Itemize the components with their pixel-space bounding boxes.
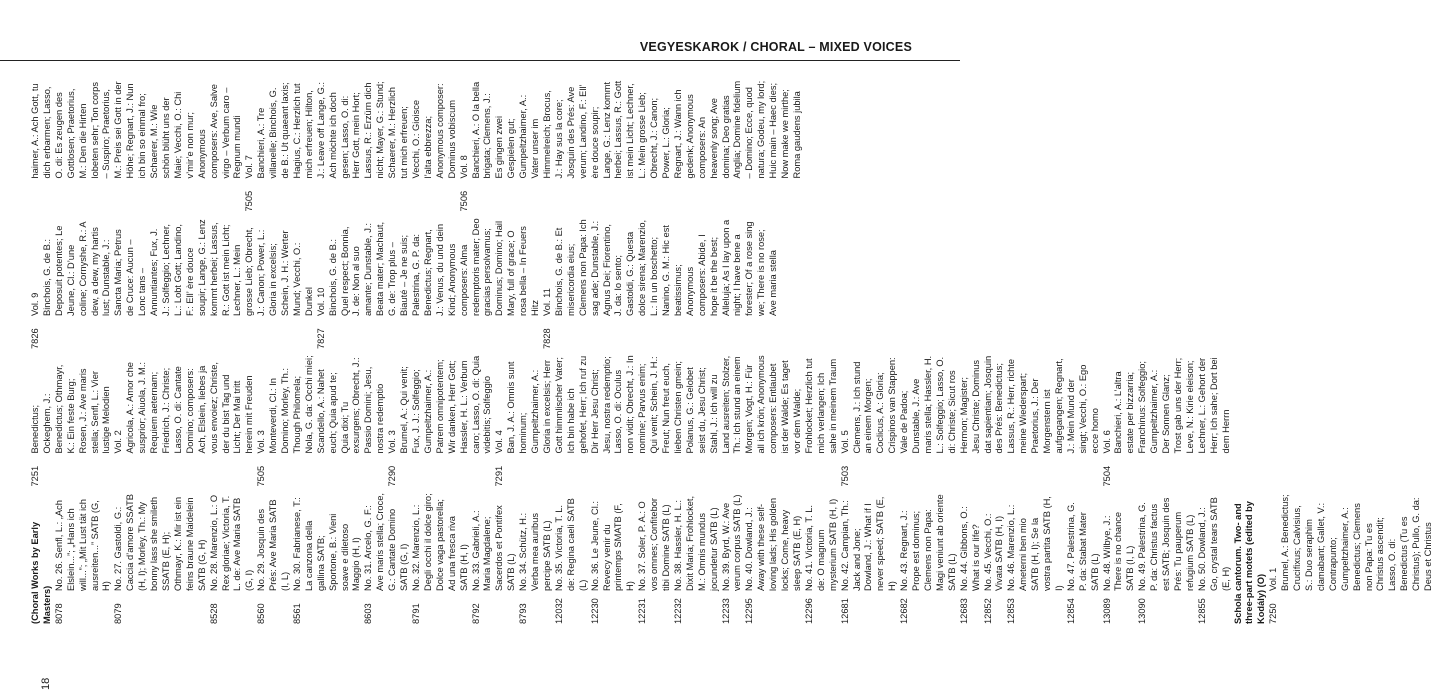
catalogue-number: 7290 xyxy=(387,465,398,487)
catalogue-entry xyxy=(30,80,244,212)
catalogue-number: 12682 xyxy=(899,598,910,624)
catalogue-number: 12233 xyxy=(720,598,731,624)
entry-description: Vol. 1 xyxy=(1268,567,1279,591)
entry-description: Benedictus; Ockeghem, J.: Benedictus; Othmayr, K.: Ein feste Burg; Rosen, J.: Ave maris stella; Senfl, L.: Vier lustige Melodien xyxy=(30,364,112,454)
catalogue-number: 7505 xyxy=(256,465,267,487)
catalogue-entry xyxy=(590,493,638,625)
catalogue-number: 7251 xyxy=(30,465,40,487)
entry-description: No. 35. Victoria, T. L. de: Regina caeli SATB (L) xyxy=(553,498,588,591)
catalogue-column xyxy=(30,349,1231,487)
catalogue-number: 12032 xyxy=(553,598,564,624)
catalogue-entry xyxy=(554,493,590,625)
catalogue-entry xyxy=(494,355,506,487)
entry-description: No. 49. Palestrina, G. P. da: Christus factus est SATB; Josquin des Prés: Tu pauperum refugium SATB (L) xyxy=(1137,497,1195,591)
catalogue-number: 8078 xyxy=(53,603,64,624)
entry-description: Vol. 7 xyxy=(244,155,255,179)
entry-description: Banchieri, A.: O la bella brigata; Clemens, J.: Es gingen zwei Gespielen gut; Gumpeltzhaimer, A.: Vater unser im Himmelreich; Brocus, J.: Hay sus la core; Josquin des Prés: Ave verum; Landino, F.: Ell’ ère douce soupir; Lange, G.: Lenz kommt herbei; Lassus, R.: Gott ist mein Licht; Lechner, L.: Mein grosse Lieb; Obrecht, J.: Canon; Power, L.: Gloria; Regnart, J.: Wann ich gedenk; Anonymous composers: An heavenly song; Ave domina; Deo gratias Anglia; Domine fidelium – Domino; Ecce, quod natura; Godeu, my lord; Huic main – Haec dies; Now make we mirthe; Roma gaudens jubila xyxy=(470,80,802,179)
entry-description: No. 33. Gabrieli, A.: Maria Magdalene; Sacerdos et Pontifex SATB (L) xyxy=(470,505,517,591)
section-heading: Schola cantorum. Two- and three-part motets (edited by Kodály) (O) xyxy=(1232,501,1267,624)
entry-description: Vol. 2 xyxy=(113,430,124,454)
catalogue-number: 12853 xyxy=(1006,598,1017,624)
entry-description: No. 37. Soler, P. A.: O vos omnes; Confitebor tibi Domine SATB (L) xyxy=(637,497,672,591)
catalogue-number: 13090 xyxy=(1137,598,1148,624)
entry-description: No. 36. Le Jeune, Cl.: Revecy venir du printemps SMATB (F, H) xyxy=(589,501,636,591)
catalogue-entry xyxy=(1268,493,1280,625)
catalogue-column xyxy=(30,212,942,350)
entry-description: Binchois, G. de B.: Deposuit potentes; Le Jeune, Cl.: D’une coline; Cornyshe, R.: A dew, a dew, my hartis lust; Dunstable, J.: Sancta Maria; Petrus de Cruce: Aucun – Lonc tans – Annuntiantes; Fux, J. J.: Solfeggio; Lechner, L.: Lobt Gott; Landino, F.: Ell’ ère douce soupir; Lange, G.: Lenz kommt herbei; Lassus, R.: Gott ist mein Licht; Lechner, L.: Mein grosse Lieb; Obrecht, J.: Canon; Power, L.: Gloria in excelsis; Schein, J. H.: Werter Mund; Vecchi, O.: Dunkel xyxy=(41,219,314,316)
entry-description: Binchois, G. de B.: Quel respect; Bonnia, J. de: Non al suo amante; Dunstable, J.: Beata mater; Machaut, G. de: Trop plus – Biauté – Je ne suis; Palestrina, G. P. da: Benedictus; Regnart, J.: Venus, du und dein Kind; Anonymous composers: Alma redemptoris mater; Deo gracias persolvamus; Dominus; Domino; Hail Mary, full of grace; O rosa bella – In Feuers Hitz xyxy=(327,218,541,316)
catalogue-number: 13089 xyxy=(1101,598,1112,624)
entry-description: Vol. 9 xyxy=(30,292,40,316)
entry-description: Monteverdi, Cl.: In Domino; Morley, Th.: Though Philomela; Nola, G. da: Occhi miei; Scandello, A.: Nahet euch; Quia apud te; Quia dixi; Tu exsurgens; Obrecht, J.: Passio Domini; Jesu, nostra redemptio xyxy=(268,355,386,454)
catalogue-number xyxy=(42,316,316,349)
entry-description: Vol. 3 xyxy=(387,430,398,454)
catalogue-number xyxy=(554,316,780,349)
catalogue-number xyxy=(852,454,1102,487)
catalogue-number xyxy=(471,179,804,212)
entry-description: Agricola, A.: Amor che susprior; Aiuola, J. M.: Requiem aeternam; Friedrich, J.: Christe; Lasso, O. di: Cantate Domino; composers: Ach, Elslein, liebes ja vous envoiez; Christe, der du bist Tag und Licht; Der Mai tritt herein mit Freuden xyxy=(125,362,255,454)
catalogue-number: 12681 xyxy=(839,598,850,624)
catalogue-entry xyxy=(840,355,852,487)
catalogue-entry xyxy=(554,218,780,350)
catalogue-number: 12230 xyxy=(589,598,600,624)
catalogue-number: 8793 xyxy=(518,603,529,624)
catalogue-entry xyxy=(471,493,519,625)
catalogue-entry xyxy=(268,355,387,487)
entry-description: Vol. 11 xyxy=(541,288,552,316)
entry-description: No. 38. Hassler, H. L.: Dixit Maria; Frohlocket, M.: Omnis mundus jocundetur SATB (L) xyxy=(672,495,719,591)
catalogue-entry xyxy=(471,80,804,212)
catalogue-number xyxy=(125,454,256,487)
catalogue-number: 8079 xyxy=(113,603,124,624)
entry-description: Binchois, G. de B.: Et misericordia eius; Clemens non Papa: Ich sag ade; Dunstable, J.: Agnus Dei; Fiorentino, J. da: Io sento; Gastoldi, G.: Questa dolce sirena; Marenzio, L.: In un boschetto; Nanino, G. M.: Hic est beatissimus; Anonymous composers: Abide, I hope it be the best; Alleluja; As I lay upon a night; I have bene a forester; Of a rose sing we; There is no rose; Ave maria stella xyxy=(553,219,779,316)
entry-description: Vol. 6 xyxy=(1101,430,1112,454)
catalogue-column xyxy=(30,74,942,212)
catalogue-entry xyxy=(1113,355,1232,487)
entry-description: Vol. 4 xyxy=(494,430,505,454)
catalogue-number xyxy=(399,454,494,487)
catalogue-number xyxy=(113,454,125,487)
catalogue-number: 8560 xyxy=(256,603,267,624)
catalogue-number: 8561 xyxy=(291,603,302,624)
entry-description: Vol. 8 xyxy=(458,155,469,179)
catalogue-entry xyxy=(30,355,113,487)
catalogue-entry xyxy=(1102,355,1114,487)
catalogue-number: 12852 xyxy=(982,598,993,624)
catalogue-entry xyxy=(959,493,983,625)
entry-description: Clemens, J.: Ich stund an einem Morgen; Coclicus, A.: Gloria; Crispinos van Stappen: Vale de Padoa; Dunstable, J.: Ave maris stella; Hassler, H. L.: Solfeggio; Lasso, O. di: Christe; Sicut ros Hermon; Magister; Jesu Christe; Dominus dat sapientiam; Josquin des Prés: Benedictus; Lassus, R.: Herr, richte meine Wiederspart; Praetorius, J.: Der Morgenstern ist aufgegangen; Regnart, J.: Mein Mund der singt; Vecchi, O.: Ego ecce homo xyxy=(851,355,1100,454)
entry-description: No. 39. Byrd, W.: Ave verum corpus SATB (L) xyxy=(720,494,743,591)
entry-description: No. 27. Gastoldi, G.: Caccia d’amore SSATB (H, I); Morley, Th.: My bonny lass she smileth SSATB (E, H); Othmayr, K.: Mir ist ein feins braune Maidelein SATB (G, H) xyxy=(113,494,207,591)
entry-description: No. 30. Fabrianese, T.: La canzona della gallina SATB; Sportone, B.: Vieni soave e diletoso Maggio (H, I) xyxy=(291,497,362,591)
catalogue-entry xyxy=(518,493,554,625)
entry-description: Brumel, A.: Benedictus; Crucifixus; Calvisius, S.: Duo seraphim clamabant; Gallet, V.: Contrapunto; Gumpeltzhaimer, A.: Benedictus; Clemens non Papa: Tu es Christus ascendit; Lasso, O. di: Benedictus (Tu es Christus); Pullo, G. da: Deus et Christus xyxy=(1280,494,1434,591)
catalogue-entry xyxy=(852,355,1102,487)
entry-description: No. 47. Palestrina, G. P. da: Stabat Mater SATB (L) xyxy=(1065,502,1100,591)
entry-description: No. 40. Dowland, J.: Away with these self-loving lads; His golden locks; Come, heavy sleep SATB (E, H) xyxy=(744,497,802,591)
catalogue-entry xyxy=(1197,493,1233,625)
catalogue-entry xyxy=(1280,493,1435,625)
catalogue-entry xyxy=(744,493,804,625)
catalogue-number xyxy=(268,454,387,487)
entry-description: Banchieri, A.: Tre villanelle; Binchois, G. de B.: Ut quaeant laxis; Hagius, C.: Herzlich tut mich erfreuen; Hilton, J.: Leave off Lange, G.: Ach möchte ich doch gesen; Lasso, O. di: Herr Gott, mein Hort; Lassus, R.: Erzürn dich nicht; Mayer, G.: Stund; Schaerer, M.: Herzlich tut mich erfreuen; Vecchi, O.: Gioisce l’alta ebbrezza; Anonymous composer: Dominus vobiscum xyxy=(256,81,457,179)
page-number: 18 xyxy=(40,677,52,690)
catalogue-number: 8528 xyxy=(208,603,219,624)
entry-description: No. 48. Wilbye, J.: There is no chance SATB (I, L) xyxy=(1101,511,1136,591)
catalogue-entry xyxy=(506,355,839,487)
catalogue-entry xyxy=(637,493,673,625)
catalogue-entry xyxy=(1102,493,1138,625)
catalogue-entry xyxy=(244,80,256,212)
catalogue-entry xyxy=(1137,493,1197,625)
catalogue-number: 12855 xyxy=(1196,598,1207,624)
entry-description: No. 50. Dowland, J.: Go, crystal tears SATB (E, H) xyxy=(1196,497,1231,591)
entry-description: Vol. 5 xyxy=(839,430,850,454)
catalogue-entry xyxy=(411,493,471,625)
entry-description: Ban, J. A.: Omnis sunt hominum; Gumpeltzhaimer, A.: Gloria in excelsis; Herr Gott himmlischer Vater; Ich bin habe ich gehofet, Herr; Ich ruf zu Dir Herr Jesu Christ; Jesu, nostra redemptio; Lasso, O. di: Oculus non vidit; Obrecht, J.: In nomine; Parvus enim; Qui venit; Schein, J. H.: Freut; Nun freut euch, lieben Christen gmein; Polanus, G.: Gelobet seist du, Jesu Christ; Stahl, J.: Ich will zu Land ausreiten; Stolzer, Th.: Ich stund an einem Morgen; Vogt, H.: Für all ich krön; Anonymous composers: Entlaubet ist der Walde; Es taget vor dem Walde; Frohlocket; Herzlich tut mich verlangen; Ich sahe in meinem Traum xyxy=(506,355,838,454)
catalogue-entry xyxy=(125,355,256,487)
catalogue-entry xyxy=(316,218,328,350)
catalogue-entry xyxy=(209,493,257,625)
catalogue-entry xyxy=(256,493,292,625)
entry-description: No. 29. Josquin des Prés: Ave Maria SATB (I, L) xyxy=(256,499,291,591)
catalogue-entry xyxy=(459,80,471,212)
catalogue-entry xyxy=(54,493,114,625)
catalogue-number: 12232 xyxy=(672,598,683,624)
catalogue-column xyxy=(30,487,1434,625)
entry-description: Vol. 10 xyxy=(315,287,326,316)
entry-description: No. 45. Vecchi, O.: Vivata SATB (H, I) xyxy=(982,513,1005,591)
catalogue-number xyxy=(328,316,542,349)
catalogue-number: 8603 xyxy=(363,603,374,624)
catalogue-number: 7828 xyxy=(541,328,552,349)
catalogue-number: 7505 xyxy=(244,190,255,212)
catalogue-number: 7827 xyxy=(315,328,326,349)
page-title: VEGYESKAROK / CHORAL – MIXED VOICES xyxy=(639,40,912,54)
entry-description: No. 26. Senfl, L.: „Ach Elslein...”; „Hans ich will...”; „Mit Lust tät ich ausreiten...” SATB (G, H) xyxy=(53,499,112,591)
entry-description: No. 28. Marenzio, L.: O Rex gloriae; Victoria, T. L. de: Ave Maria SATB (G, I) xyxy=(208,494,255,591)
entry-description: Vol. 3 xyxy=(256,430,267,454)
entry-description: No. 32. Marenzio, L.: Degli occhi il dolce giro; Dolce vaga pastorella; Ad una fresca riva SATB (H, I) xyxy=(411,493,469,591)
section-heading: (Choral Works by Early Masters) xyxy=(30,521,52,624)
catalogue-entry xyxy=(673,493,721,625)
entry-description: No. 31. Arcelo, G. F.: Ave maris stella; Croce, G.: Cantate Domino SATB (G, I) xyxy=(363,493,410,591)
catalogue-number: 12683 xyxy=(958,598,969,624)
catalogue-number xyxy=(506,454,839,487)
catalogue-number: 8792 xyxy=(470,603,481,624)
entry-description: No. 41. Victoria, T. L. de: O magnum mysterium SATB (H, I) xyxy=(803,498,838,591)
entry-description: No. 43. Regnart, J.: Prope est dominus; Clemens non Papa: Magi veniunt ab oriente SATB (L) xyxy=(899,494,957,591)
catalogue-number: 7826 xyxy=(30,328,40,349)
catalogue-number: 12231 xyxy=(637,598,648,624)
catalogue-entry xyxy=(256,80,458,212)
entry-description: No. 44. Gibbons, O.: What is our life? xyxy=(958,506,981,591)
catalogue-columns xyxy=(30,74,1434,624)
entry-description: No. 34. Schütz, H.: Verba mea auribus percipe SATB (L) xyxy=(518,512,552,591)
header-rule xyxy=(0,60,960,61)
catalogue-entry xyxy=(292,493,363,625)
catalogue-number: 8791 xyxy=(411,603,421,624)
catalogue-entry xyxy=(42,218,316,350)
catalogue-number xyxy=(1280,591,1435,624)
catalogue-number: 7506 xyxy=(458,190,469,212)
entry-description: Banchieri, A.: L’altra estate per bizzarria; Franchinus: Solfeggio; Gumpeltzhaimer, A.: Der Sonnen Glanz; Trost gab uns der Herr; Leve, N.: Kirie eleison; Lechner, L.: Gehort der Herr; Ich sahe; Dort bei dem Herrn xyxy=(1113,357,1231,454)
catalogue-number: 12296 xyxy=(803,598,814,624)
catalogue-number xyxy=(256,179,458,212)
catalogue-entry xyxy=(399,355,494,487)
catalogue-number: 12295 xyxy=(744,598,755,624)
catalogue-entry xyxy=(387,355,399,487)
catalogue-entry xyxy=(113,493,208,625)
catalogue-number: 7504 xyxy=(1101,465,1112,487)
catalogue-number: 7250 xyxy=(1268,603,1279,624)
catalogue-entry xyxy=(1006,493,1066,625)
catalogue-entry xyxy=(328,218,542,350)
catalogue-entry xyxy=(113,355,125,487)
catalogue-entry xyxy=(804,493,840,625)
catalogue-entry xyxy=(1066,493,1102,625)
catalogue-entry xyxy=(840,493,900,625)
catalogue-entry xyxy=(363,493,411,625)
catalogue-number: 7291 xyxy=(494,465,505,487)
entry-description: No. 46. Marenzio, L.: Ameterni ben mio SATB (H, I); Se la vostra partita SATB (H, I) xyxy=(1006,496,1064,591)
catalogue-number xyxy=(1113,454,1232,487)
entry-description: haimer, A.: Ach Gott, tu dich erbarmen; Lasso, O. di: Es zeugen des Gottlosen; Praetorius, M.: Den die Hirten lobeten sehr; Ton corps – Suspiro; Praetorius, M.: Preis sei Gott in der Höhe; Regnart, J.: Nun ich bin so einmal fro; Schaerer, M.: Wie schön blüht uns der Maie; Vecchi, O.: Chi v’mir’e non mur; Anonymous composers: Ave, Salve virgo – Verbum caro – Regnum mundi xyxy=(30,81,243,179)
rotated-catalogue xyxy=(0,70,1434,694)
catalogue-number: 7503 xyxy=(839,465,850,487)
catalogue-number xyxy=(30,179,244,212)
catalogue-entry xyxy=(542,218,554,350)
catalogue-entry xyxy=(721,493,745,625)
catalogue-entry xyxy=(899,493,959,625)
catalogue-number: 12854 xyxy=(1065,598,1076,624)
catalogue-entry xyxy=(30,218,42,350)
catalogue-entry xyxy=(256,355,268,487)
entry-description: No. 42. Campian, Th.: Jack and Jone; Dowland, J.: What if I never speed; SATB (E, H) xyxy=(839,496,898,591)
entry-description: Brumel, A.: Qui venit; Fux, J. J.: Solfeggio; Gumpeltzhaimer, A.: Patrem omnipotentem; Wir danken, Herr Gott; Hassler, H. L.: Verbum caro; Lasso, O. di: Quia videbitis; Solfeggio xyxy=(399,355,493,454)
catalogue-entry xyxy=(983,493,1007,625)
